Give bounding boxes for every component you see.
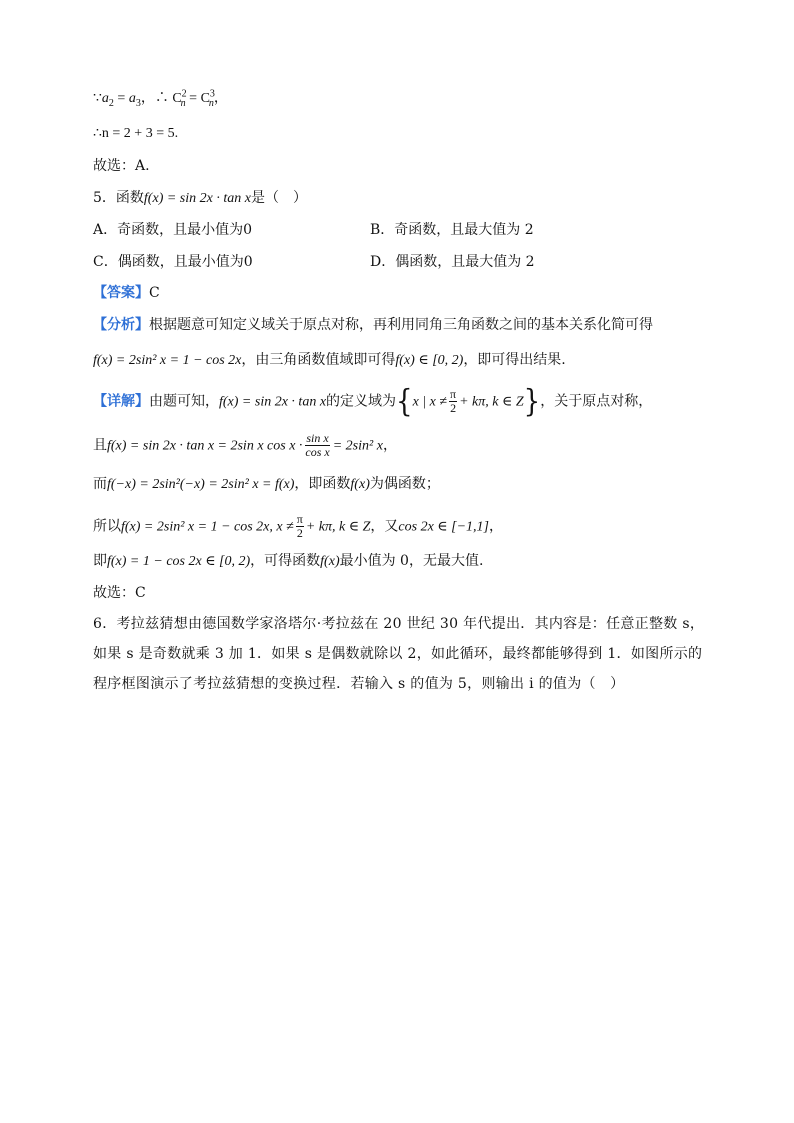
q5-detail-line-4: 所以f(x) = 2sin² x = 1 − cos 2x, x ≠ $\frac{\pi}{2}$ + kπ, k ∈ Z，又cos 2x ∈ [−1,1]， [93, 512, 503, 540]
answer-tag: 【答案】 [93, 285, 149, 301]
q5-stem: 5．函数f(x) = sin 2x · tan x是（ ） [93, 190, 307, 206]
q5-option-c: C．偶函数，且最小值为0 [93, 254, 253, 270]
q5-answer: 【答案】C [93, 285, 160, 301]
prev-line-1: $\because a_2 = a_3$，∴ $C^2_n = C^3_n$， [93, 88, 228, 109]
q5-option-d: D．偶函数，且最大值为 2 [370, 254, 535, 270]
prev-answer-select: 故选：A. [93, 158, 150, 174]
q5-analysis: 【分析】根据题意可知定义域关于原点对称，再利用同角三角函数之间的基本关系化简可得 [93, 317, 653, 333]
q5-final-answer: 故选：C [93, 585, 146, 601]
prev-line-2: ∴n = 2 + 3 = 5. [93, 126, 179, 141]
q5-option-a: A．奇函数，且最小值为0 [93, 222, 253, 238]
q5-analysis-cont: f(x) = 2sin² x = 1 − cos 2x，由三角函数值域即可得f(x) ∈ [0, 2)，即可得出结果. [93, 352, 566, 368]
q6-stem: 6．考拉兹猜想由德国数学家洛塔尔·考拉兹在 20 世纪 30 年代提出．其内容是：任意正整数 s，如果 s 是奇数就乘 3 加 1．如果 s 是偶数就除以 2，如此循环，最终都能够得到 1．如图所示的程序框图演示了考拉兹猜想的变换过程．若输入 s 的值为 5，则输出 i 的值为（ ） [93, 616, 705, 692]
analysis-tag: 【分析】 [93, 317, 149, 333]
detail-tag: 【详解】 [93, 393, 149, 410]
q5-detail-line-5: 即f(x) = 1 − cos 2x ∈ [0, 2)，可得函数f(x)最小值为 0，无最大值. [93, 553, 484, 569]
q5-detail-line-2: 且f(x) = sin 2x · tan x = 2sin x cos x · $\frac{\text{sin x}}{\text{cos x}}$ = 2sin² x， [93, 431, 397, 459]
q5-option-b: B．奇函数，且最大值为 2 [370, 222, 534, 238]
q5-detail-line-1: 【详解】由题可知，f(x) = sin 2x · tan x的定义域为{x | x ≠ $\frac{\pi}{2}$ + kπ, k ∈ Z}，关于原点对称， [93, 383, 653, 420]
q5-detail-line-3: 而f(−x) = 2sin²(−x) = 2sin² x = f(x)，即函数f(x)为偶函数； [93, 476, 440, 492]
